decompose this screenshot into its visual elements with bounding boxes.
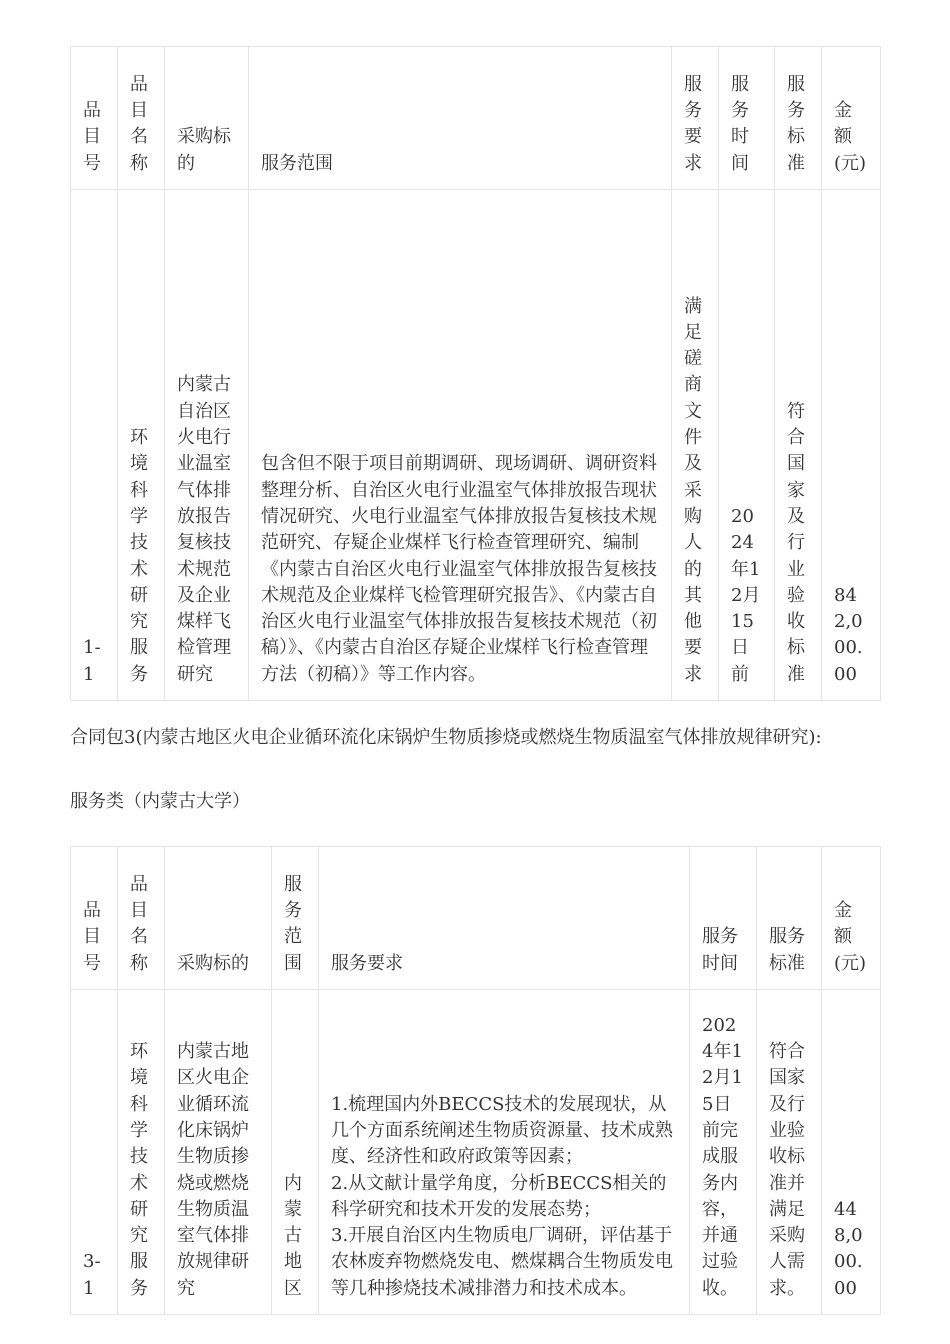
cell-item-name: 环境科学技术研究服务: [118, 190, 165, 701]
cell-service-time: 2024年12月15日前: [719, 190, 775, 701]
header-item-name: 品目名称: [118, 847, 165, 990]
cell-item-number: 1-1: [71, 190, 118, 701]
table-header-row: [71, 847, 881, 990]
header-service-time: 服务时间: [719, 47, 775, 190]
cell-service-time: 2024年12月15日前完成服务内容，并通过验收。: [690, 990, 757, 1315]
header-service-standard: 服务标准: [757, 847, 822, 990]
contract-package-title: 合同包3(内蒙古地区火电企业循环流化床锅炉生物质掺烧或燃烧生物质温室气体排放规律研究):: [70, 727, 822, 748]
header-service-standard: 服务标准: [775, 47, 822, 190]
table-header-row: [71, 47, 881, 190]
cell-service-scope: 包含但不限于项目前期调研、现场调研、调研资料整理分析、自治区火电行业温室气体排放报告现状情况研究、火电行业温室气体排放报告复核技术规范研究、存疑企业煤样飞行检查管理研究、编制《内蒙古自治区火电行业温室气体排放报告复核技术规范及企业煤样飞检管理研究报告》、《内蒙古自治区火电行业温室气体排放报告复核技术规范（初稿）》、《内蒙古自治区存疑企业煤样飞行检查管理方法（初稿）》等工作内容。: [249, 190, 672, 701]
header-procurement-subject: 采购标的: [165, 47, 249, 190]
header-amount: 金额(元): [822, 47, 881, 190]
table-row: [71, 190, 881, 701]
header-amount: 金额(元): [822, 847, 881, 990]
header-service-scope: 服务范围: [249, 47, 672, 190]
cell-item-name: 环境科学技术研究服务: [118, 990, 165, 1315]
header-item-number: 品目号: [71, 47, 118, 190]
cell-procurement-subject: 内蒙古地区火电企业循环流化床锅炉生物质掺烧或燃烧生物质温室气体排放规律研究: [165, 990, 272, 1315]
header-service-requirements: 服务要求: [672, 47, 719, 190]
cell-service-requirements: 满足磋商文件及采购人的其他要求: [672, 190, 719, 701]
table-row: [71, 990, 881, 1315]
cell-service-scope: 内蒙古地区: [272, 990, 319, 1315]
header-procurement-subject: 采购标的: [165, 847, 272, 990]
header-service-scope: 服务范围: [272, 847, 319, 990]
header-item-number: 品目号: [71, 847, 118, 990]
cell-service-standard: 符合国家及行业验收标准: [775, 190, 822, 701]
procurement-table-package-1: [70, 46, 881, 701]
header-service-time: 服务时间: [690, 847, 757, 990]
header-service-requirements: 服务要求: [319, 847, 690, 990]
cell-amount: 842,000.00: [822, 190, 881, 701]
cell-amount: 448,000.00: [822, 990, 881, 1315]
cell-item-number: 3-1: [71, 990, 118, 1315]
service-category: 服务类（内蒙古大学）: [70, 791, 250, 812]
procurement-table-package-3: [70, 846, 881, 1315]
cell-service-standard: 符合国家及行业验收标准并满足采购人需求。: [757, 990, 822, 1315]
cell-service-requirements: 1.梳理国内外BECCS技术的发展现状，从几个方面系统阐述生物质资源量、技术成熟度、经济性和政府政策等因素； 2.从文献计量学角度，分析BECCS相关的科学研究和技术开发的发展态势； 3.开展自治区内生物质电厂调研，评估基于农林废弃物燃烧发电、燃煤耦合生物质发电等几种掺烧技术减排潜力和技术成本。: [319, 990, 690, 1315]
header-item-name: 品目名称: [118, 47, 165, 190]
cell-procurement-subject: 内蒙古自治区火电行业温室气体排放报告复核技术规范及企业煤样飞检管理研究: [165, 190, 249, 701]
